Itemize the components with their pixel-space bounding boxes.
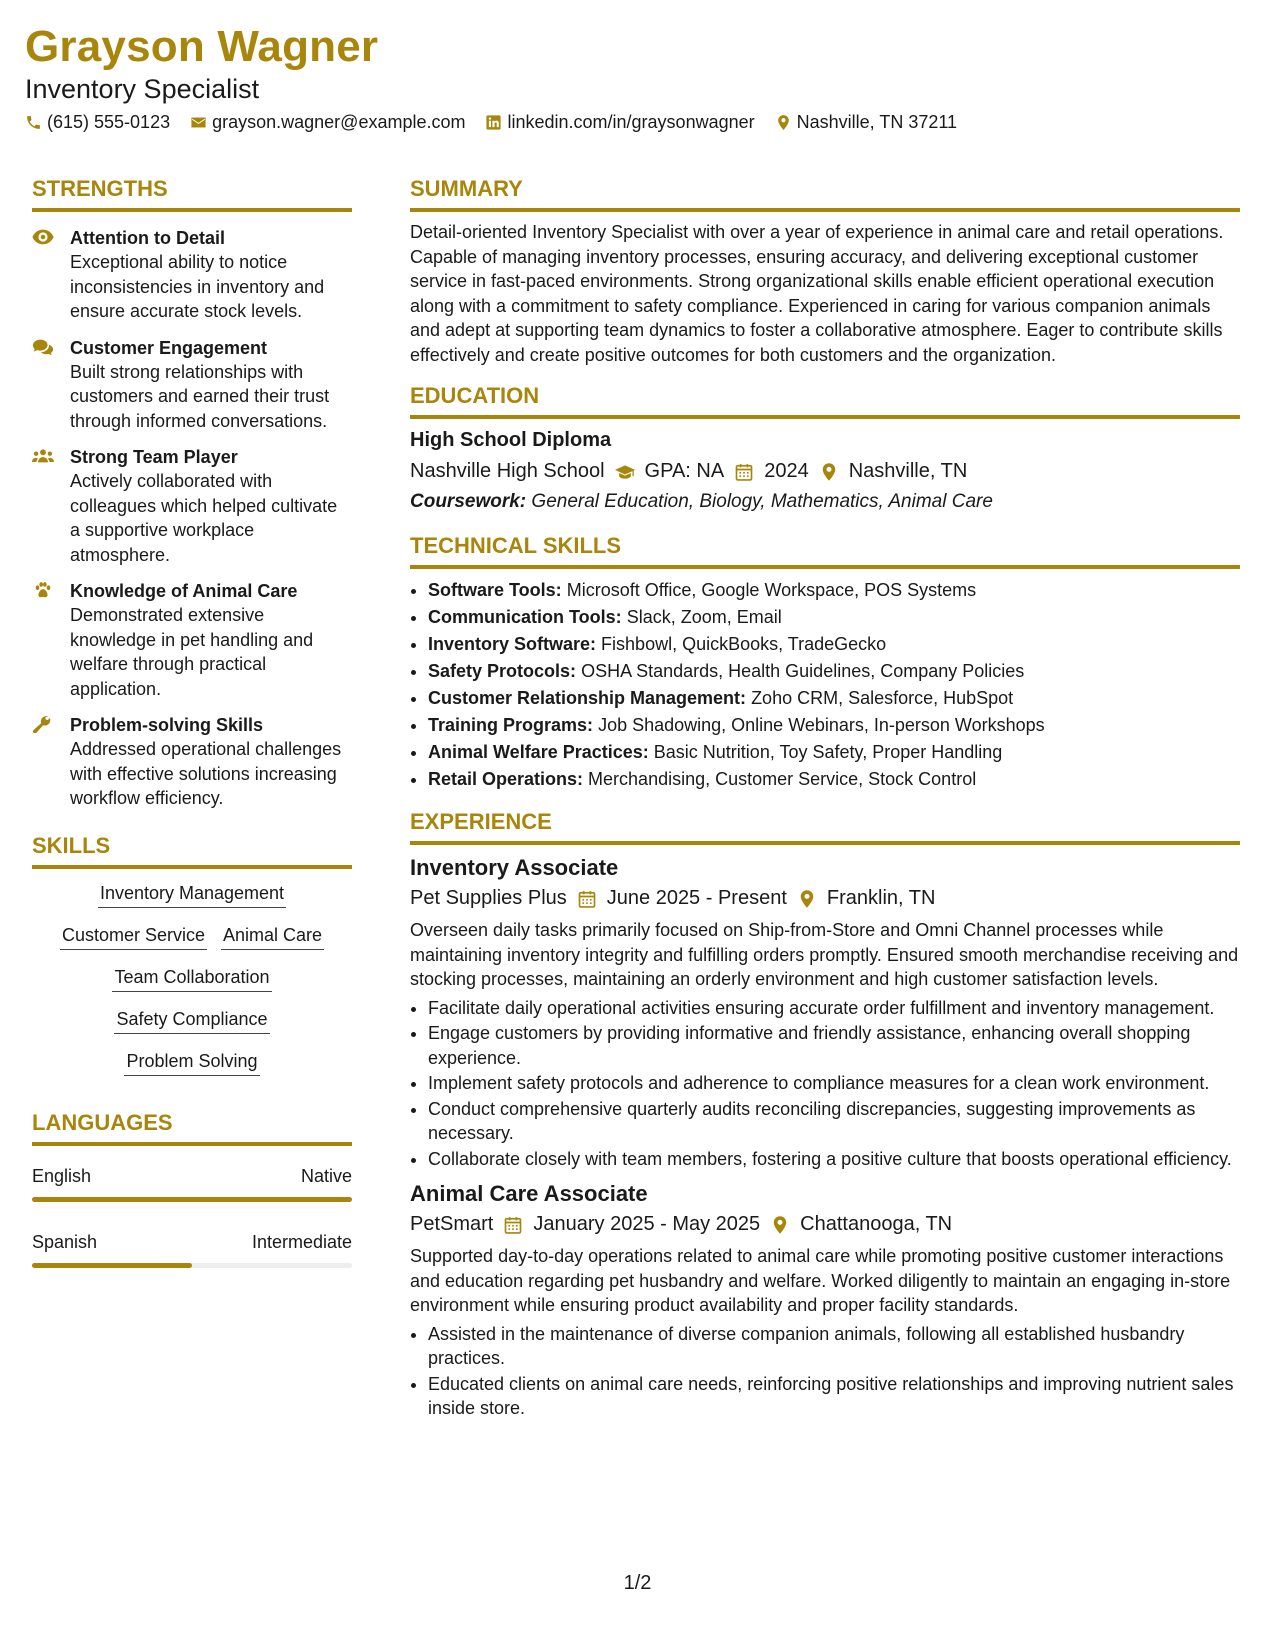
comments-icon (32, 338, 54, 356)
users-icon (32, 447, 54, 465)
strength-desc: Addressed operational challenges with effective solutions increasing workflow efficiency. (70, 739, 342, 808)
contact-linkedin[interactable] (485, 112, 754, 133)
list-item: • Assisted in the maintenance of diverse companion animals, following all established husbandry practices. (428, 1322, 1240, 1371)
linkedin-icon (485, 114, 502, 131)
job-entry (410, 1181, 1240, 1421)
skill-tag: Team Collaboration (112, 967, 271, 992)
strength-desc: Built strong relationships with customers and earned their trust through informed conversations. (70, 361, 330, 431)
skill-tag: Animal Care (221, 925, 324, 950)
linkedin-text: linkedin.com/in/graysonwagner (507, 112, 755, 132)
gpa-text: GPA: NA (644, 460, 725, 482)
strength-desc: Demonstrated extensive knowledge in pet handling and welfare through practical application. (70, 605, 314, 699)
calendar-icon (577, 889, 597, 909)
list-item (428, 712, 1240, 739)
job-title: Inventory Associate (410, 855, 619, 880)
map-pin-icon (797, 889, 817, 909)
list-item: • Educated clients on animal care needs, reinforcing positive relationships and improving nutrient sales inside store. (428, 1372, 1240, 1421)
skill-tag: Customer Service (60, 925, 207, 950)
tech-value: Zoho CRM, Salesforce, HubSpot (751, 688, 1014, 708)
list-item (428, 658, 1240, 685)
map-pin-icon (819, 462, 839, 482)
tech-value: Job Shadowing, Online Webinars, In-person Workshops (598, 715, 1045, 735)
email-text: grayson.wagner@example.com (212, 112, 466, 132)
summary-text: Detail-oriented Inventory Specialist with over a year of experience in animal care and retail operations. Capable of managing inventory processes, ensuring accuracy, and delivering exceptional customer service in fast-paced environments. Strong organizational skills enable efficient operational execution along with a commitment to safety compliance. Experienced in caring for various companion animals and adept at supporting team dynamics to foster a collaborative atmosphere. Eager to contribute skills effectively and create positive outcomes for both customers and the organization. (410, 222, 1224, 365)
language-bar (32, 1263, 352, 1268)
tech-value: Basic Nutrition, Toy Safety, Proper Handling (653, 742, 1003, 762)
eye-icon (32, 228, 54, 246)
job-entry (410, 855, 1240, 1171)
skills-heading: SKILLS (32, 833, 352, 869)
skill-tag: Safety Compliance (114, 1009, 269, 1034)
degree-title: High School Diploma (410, 429, 612, 451)
school-name: Nashville High School (410, 460, 605, 482)
tech-label: Customer Relationship Management: (428, 688, 747, 708)
left-column (32, 176, 352, 1268)
graduation-cap-icon (615, 462, 635, 482)
contact-phone[interactable] (25, 112, 170, 133)
list-item: • Implement safety protocols and adherence to compliance measures for a clean work environment. (428, 1071, 1240, 1096)
contact-bar (25, 112, 957, 133)
skills-list (32, 883, 352, 1076)
company-name: Pet Supplies Plus (410, 887, 567, 909)
list-item: • Collaborate closely with team members, fostering a positive culture that boosts operational efficiency. (428, 1147, 1240, 1172)
job-location: Franklin, TN (826, 887, 936, 909)
language-name: English (32, 1165, 92, 1186)
job-location: Chattanooga, TN (800, 1213, 953, 1235)
contact-location (775, 112, 957, 133)
list-item: • Conduct comprehensive quarterly audits reconciling discrepancies, suggesting improvements as necessary. (428, 1097, 1240, 1146)
envelope-icon (190, 114, 207, 131)
technical-skills-heading: TECHNICAL SKILLS (410, 533, 1240, 569)
job-meta (410, 1213, 1240, 1236)
tech-value: Slack, Zoom, Email (626, 607, 782, 627)
wrench-icon (32, 715, 54, 733)
tech-value: OSHA Standards, Health Guidelines, Company Policies (581, 661, 1025, 681)
page-number: 1/2 (623, 1572, 652, 1594)
strength-title: Knowledge of Animal Care (70, 581, 298, 601)
list-item (428, 631, 1240, 658)
job-dates: January 2025 - May 2025 (533, 1213, 761, 1235)
school-location: Nashville, TN (848, 460, 968, 482)
phone-text: (615) 555-0123 (47, 112, 171, 132)
tech-label: Retail Operations: (428, 769, 584, 789)
list-item (428, 604, 1240, 631)
calendar-icon (734, 462, 754, 482)
list-item: • Engage customers by providing informative and friendly assistance, enhancing overall shopping experience. (428, 1021, 1240, 1070)
job-dates: June 2025 - Present (606, 887, 787, 909)
summary-heading: SUMMARY (410, 176, 1240, 212)
language-bar-fill (32, 1263, 192, 1268)
language-item (32, 1232, 352, 1268)
graduation-year: 2024 (764, 460, 809, 482)
strength-title: Attention to Detail (70, 228, 225, 248)
language-level: Intermediate (251, 1231, 352, 1252)
job-meta (410, 887, 1240, 910)
job-bullets (410, 1322, 1240, 1421)
language-bar-fill (32, 1197, 352, 1202)
list-item (428, 577, 1240, 604)
list-item (428, 766, 1240, 793)
language-bar (32, 1197, 352, 1202)
tech-label: Animal Welfare Practices: (428, 742, 649, 762)
location-text: Nashville, TN 37211 (796, 112, 958, 132)
technical-skills-list (410, 577, 1240, 793)
language-item (32, 1166, 352, 1202)
job-description: Overseen daily tasks primarily focused on Ship-from-Store and Omni Channel processes while maintaining inventory integrity and fulfilling orders promptly. Ensured smooth merchandise receiving and stocking processes, maintaining an orderly environment and high customer satisfaction levels. (410, 920, 1239, 989)
education-heading: EDUCATION (410, 383, 1240, 419)
coursework (410, 491, 1240, 513)
language-level: Native (300, 1165, 352, 1186)
tech-label: Inventory Software: (428, 634, 597, 654)
list-item (428, 739, 1240, 766)
tech-value: Microsoft Office, Google Workspace, POS Systems (566, 580, 977, 600)
contact-email[interactable] (190, 112, 465, 133)
job-bullets (410, 996, 1240, 1172)
tech-label: Safety Protocols: (428, 661, 577, 681)
strength-desc: Actively collaborated with colleagues which helped cultivate a supportive workplace atmosphere. (70, 471, 338, 565)
coursework-label: Coursework: (410, 491, 527, 512)
tech-label: Training Programs: (428, 715, 594, 735)
map-pin-icon (775, 114, 792, 131)
coursework-text: General Education, Biology, Mathematics, Animal Care (531, 491, 993, 512)
strength-item (32, 336, 352, 434)
phone-icon (25, 114, 42, 131)
skill-tag: Problem Solving (124, 1051, 259, 1076)
job-description: Supported day-to-day operations related to animal care while promoting positive customer interactions and education regarding pet husbandry and welfare. Worked diligently to maintain an engaging in-store environment while ensuring product availability and proper facility standards. (410, 1246, 1231, 1315)
strength-title: Strong Team Player (70, 447, 238, 467)
candidate-role: Inventory Specialist (25, 74, 260, 104)
strength-title: Problem-solving Skills (70, 715, 264, 735)
strength-item (32, 226, 352, 324)
job-title: Animal Care Associate (410, 1181, 648, 1206)
right-column (410, 176, 1240, 1422)
tech-label: Software Tools: (428, 580, 562, 600)
strength-item (32, 579, 352, 701)
strengths-heading: STRENGTHS (32, 176, 352, 212)
education-meta (410, 460, 1240, 483)
skill-tag: Inventory Management (98, 883, 286, 908)
strength-title: Customer Engagement (70, 337, 268, 358)
candidate-name: Grayson Wagner (25, 22, 379, 71)
list-item: • Facilitate daily operational activities ensuring accurate order fulfillment and inventory management. (428, 996, 1240, 1021)
languages-heading: LANGUAGES (32, 1110, 352, 1146)
map-pin-icon (770, 1215, 790, 1235)
tech-value: Fishbowl, QuickBooks, TradeGecko (601, 634, 887, 654)
list-item (428, 685, 1240, 712)
company-name: PetSmart (410, 1213, 494, 1235)
tech-value: Merchandising, Customer Service, Stock Control (588, 769, 977, 789)
strength-desc: Exceptional ability to notice inconsistencies in inventory and ensure accurate stock levels. (70, 252, 325, 321)
calendar-icon (503, 1215, 523, 1235)
experience-heading: EXPERIENCE (410, 809, 1240, 845)
paw-icon (32, 581, 54, 599)
strength-item (32, 445, 352, 567)
tech-label: Communication Tools: (428, 607, 622, 627)
strength-item (32, 713, 352, 811)
language-name: Spanish (32, 1231, 98, 1252)
